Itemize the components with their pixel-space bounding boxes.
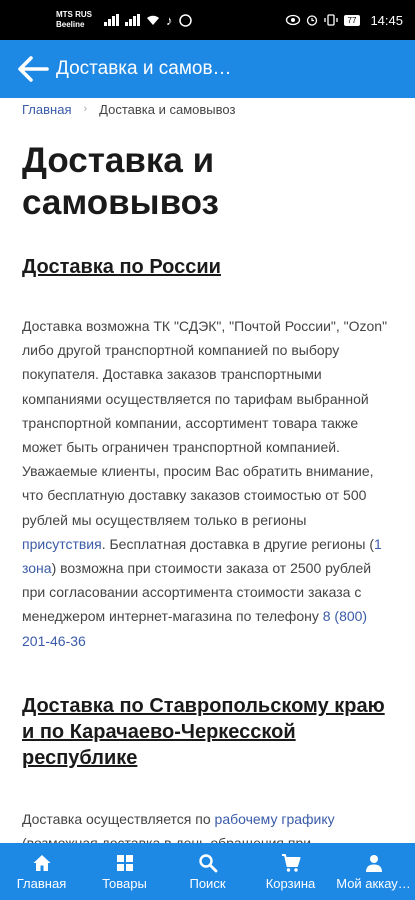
paragraph-russia-delivery [22, 314, 393, 653]
signal-icon [125, 14, 140, 26]
schedule-link[interactable]: рабочему графику [214, 810, 335, 827]
music-note-icon: ♪ [166, 12, 173, 28]
person-icon [364, 853, 384, 873]
nav-search[interactable] [166, 843, 249, 900]
paragraph-text: Доставка возможна ТК "СДЭК", "Почтой России", "Ozon" либо другой транспортной компанией по выбору покупателя. Доставка заказов транспортными компаниями осуществляется по тарифам выбранной транспортной компании, ассортимент товара также может быть ограничен транспортной компанией. Уважаемые клиенты, просим Вас обратить внимание, что бесплатную доставку заказов стоимостью от 500 рублей мы осуществляем только в регионы [22, 318, 388, 528]
paragraph-text: ) возможна при стоимости заказа от 2500 рублей при согласовании ассортимента стоимости заказа с менеджером интернет-магазина по телефону [22, 560, 372, 625]
battery-icon: 77 [344, 15, 361, 26]
nav-products[interactable] [83, 843, 166, 900]
status-bar [0, 0, 415, 40]
nav-search-label: Поиск [189, 875, 226, 891]
nav-cart[interactable] [249, 843, 332, 900]
eye-icon [286, 15, 300, 25]
grid-icon [115, 853, 135, 873]
bottom-navigation [0, 843, 415, 900]
section-title-russia: Доставка по России [22, 256, 221, 278]
breadcrumb [22, 98, 393, 118]
page-content[interactable] [0, 98, 415, 843]
breadcrumb-separator: › [83, 103, 88, 115]
breadcrumb-home-link[interactable]: Главная [22, 101, 72, 117]
carrier-primary: MTS RUS [56, 10, 92, 19]
alarm-icon [306, 14, 318, 26]
presence-link[interactable]: присутствия [22, 535, 102, 552]
nav-products-label: Товары [102, 875, 147, 891]
zone-link[interactable]: 1 зона [22, 535, 382, 577]
breadcrumb-current: Доставка и самовывоз [99, 101, 236, 117]
paragraph-text: Доставка осуществляется по [22, 810, 215, 827]
section-title-stavropol: Доставка по Ставропольскому краю и по Карачаево-Черкесской республике [22, 694, 385, 769]
nav-home[interactable] [0, 843, 83, 900]
signal-icon [104, 14, 119, 26]
wifi-icon [146, 14, 160, 26]
cart-icon [281, 853, 301, 873]
home-icon [32, 853, 52, 873]
arrow-left-icon [17, 55, 49, 83]
carrier-secondary: Beeline [56, 20, 85, 29]
nav-cart-label: Корзина [265, 875, 316, 891]
page-title: Доставка и самовывоз [22, 141, 219, 222]
nav-home-label: Главная [16, 875, 67, 891]
search-icon [198, 853, 218, 873]
nav-account[interactable] [332, 843, 415, 900]
paragraph-text: . Бесплатная доставка в другие регионы ( [101, 535, 374, 552]
app-bar [0, 40, 415, 98]
nav-account-label: Мой аккау… [336, 875, 411, 891]
phone-link[interactable]: 8 (800) 201-46-36 [22, 608, 368, 649]
app-bar-title: Доставка и самов… [56, 58, 232, 79]
whatsapp-icon [179, 14, 192, 27]
clock: 14:45 [370, 12, 403, 28]
vibrate-icon [324, 14, 338, 26]
carrier-info [56, 10, 100, 30]
back-button[interactable] [14, 50, 52, 88]
